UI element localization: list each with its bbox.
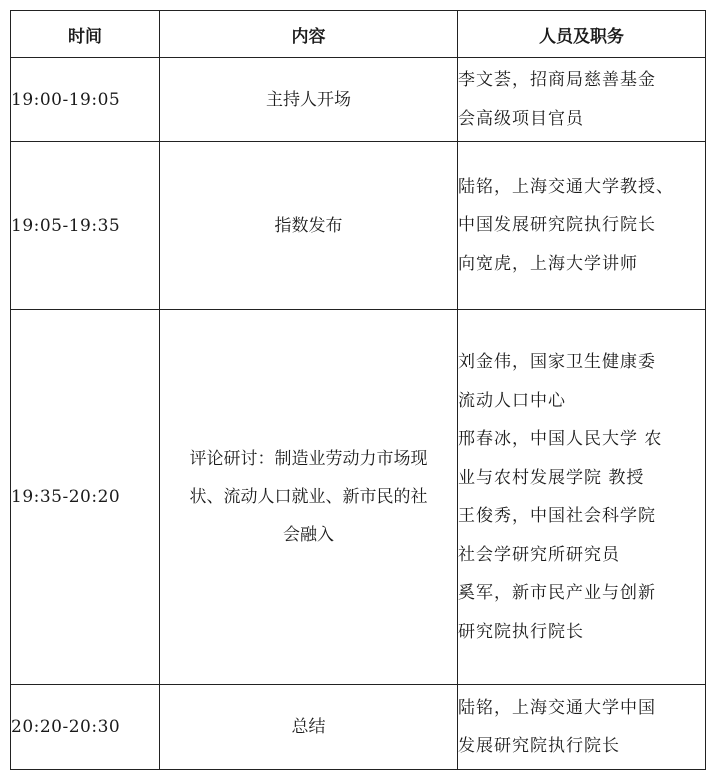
header-people: 人员及职务 <box>458 11 706 58</box>
people-line: 刘金伟，国家卫生健康委 <box>458 352 656 372</box>
people-line: 王俊秀，中国社会科学院 <box>458 506 656 526</box>
time-cell: 20:20-20:30 <box>11 685 160 770</box>
table-row <box>11 58 706 142</box>
time-cell: 19:00-19:05 <box>11 58 160 142</box>
content-line: 会融入 <box>283 525 334 545</box>
people-line: 业与农村发展学院 教授 <box>458 467 645 488</box>
table-row <box>11 142 706 310</box>
content-line: 指数发布 <box>274 215 343 236</box>
people-cell <box>458 310 706 685</box>
content-cell <box>160 310 458 685</box>
table-row <box>11 310 706 685</box>
header-time: 时间 <box>11 11 160 58</box>
content-line: 评论研讨：制造业劳动力市场现 <box>189 449 428 469</box>
people-line: 李文荟，招商局慈善基金 <box>458 70 656 90</box>
table-header-row <box>11 11 706 58</box>
schedule-table <box>10 10 706 770</box>
people-line: 奚军，新市民产业与创新 <box>458 583 656 603</box>
content-line: 主持人开场 <box>266 89 351 110</box>
people-cell <box>458 58 706 142</box>
people-line: 流动人口中心 <box>458 390 566 411</box>
header-content: 内容 <box>160 11 458 58</box>
people-line: 陆铭，上海交通大学教授、 <box>458 176 674 197</box>
people-line: 社会学研究所研究员 <box>458 544 620 565</box>
content-cell <box>160 685 458 770</box>
people-line: 研究院执行院长 <box>458 621 584 642</box>
content-line: 状、流动人口就业、新市民的社 <box>189 487 428 507</box>
people-cell <box>458 142 706 310</box>
time-cell: 19:35-20:20 <box>11 310 160 685</box>
content-line: 总结 <box>291 717 326 737</box>
people-line: 邢春冰，中国人民大学 农 <box>458 429 663 449</box>
people-line: 中国发展研究院执行院长 <box>458 215 656 236</box>
people-line: 向宽虎，上海大学讲师 <box>458 253 638 274</box>
content-cell <box>160 142 458 310</box>
content-cell <box>160 58 458 142</box>
time-cell: 19:05-19:35 <box>11 142 160 310</box>
table-row <box>11 685 706 770</box>
people-line: 发展研究院执行院长 <box>458 736 620 756</box>
people-line: 陆铭，上海交通大学中国 <box>458 697 656 718</box>
people-line: 会高级项目官员 <box>458 108 584 129</box>
people-cell <box>458 685 706 770</box>
